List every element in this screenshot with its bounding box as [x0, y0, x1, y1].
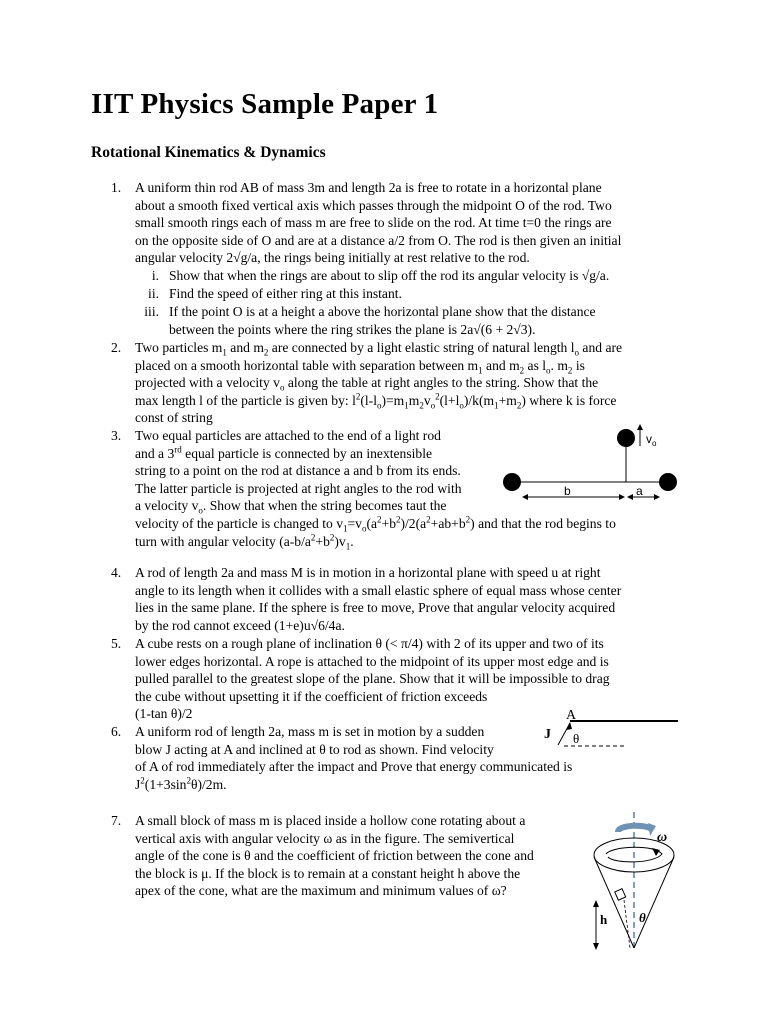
- q4-line: A rod of length 2a and mass M is in motion in a horizontal plane with speed u at right: [135, 565, 601, 580]
- q5-line: pulled parallel to the greatest slope of the plane. Show that it will be impossible to drag: [135, 671, 610, 687]
- q3-line: The latter particle is projected at right angles to the rod with: [135, 480, 462, 496]
- q6-line: of A of rod immediately after the impact and Prove that energy communicated is: [135, 759, 573, 775]
- cone-left-edge: [594, 857, 634, 948]
- rotating-cone-diagram: [584, 810, 684, 956]
- theta-label: θ: [639, 910, 646, 925]
- part-text: [169, 303, 596, 338]
- part-number: ii.: [148, 286, 159, 301]
- q3-line: turn with angular velocity $(a-b/a^2+b^2)v_1$.: [135, 532, 354, 552]
- end-particle-right: [659, 473, 677, 491]
- q4-line: lies in the same plane. If the sphere is free to move, Prove that angular velocity acquired: [135, 600, 616, 616]
- arrow-head-icon: [619, 494, 625, 500]
- height-label: h: [600, 912, 608, 927]
- rod-impulse-diagram: [540, 704, 680, 752]
- q4-line: by the rod cannot exceed (1+e)u√6/4a.: [135, 617, 345, 633]
- part-number: iii.: [144, 304, 159, 319]
- rod-particles-diagram: [500, 422, 690, 507]
- velocity-label: $v_o$: [646, 432, 657, 448]
- question-number: 1.: [111, 180, 122, 195]
- q6-line: A uniform rod of length 2a, mass m is set in motion by a sudden: [135, 724, 485, 739]
- question-number: 5.: [111, 636, 122, 651]
- q3-line: string to a point on the rod at distance a and b from its ends.: [135, 463, 461, 479]
- rotation-arrow-icon: [618, 826, 652, 832]
- q7-line: apex of the cone, what are the maximum and minimum values of ω?: [135, 883, 507, 899]
- arrow-head-icon: [652, 848, 660, 856]
- impulse-j-label: J: [544, 727, 551, 742]
- projected-particle: [617, 429, 635, 447]
- q6-line: blow J acting at A and inclined at θ to rod as shown. Find velocity: [135, 741, 494, 757]
- question-number: 2.: [111, 340, 122, 355]
- q5-line: the cube without upsetting it if the coefficient of friction exceeds: [135, 688, 488, 704]
- q7-line: the block is μ. If the block is to remain at a constant height h above the: [135, 865, 521, 881]
- arrow-head-icon: [566, 722, 572, 730]
- b-label: b: [564, 484, 571, 498]
- omega-label: ω: [657, 830, 668, 845]
- end-particle-left: [503, 473, 521, 491]
- q1-line: on the opposite side of O and are at a distance a/2 from O. The rod is then given an initial: [135, 232, 622, 248]
- arrow-head-icon: [593, 943, 599, 950]
- part-text: Find the speed of either ring at this instant.: [169, 286, 402, 301]
- q7-line: angle of the cone is θ and the coefficient of friction between the cone and: [135, 848, 534, 864]
- q1-line: A uniform thin rod AB of mass 3m and length 2a is free to rotate in a horizontal plane: [135, 180, 602, 195]
- arrow-head-icon: [522, 494, 528, 500]
- page-title: IIT Physics Sample Paper 1: [91, 88, 439, 120]
- q2-line: placed on a smooth horizontal table with separation between $m_1$ and $m_2$ as $l_o$. $m_2$ is: [135, 357, 585, 376]
- part-line: between the points where the ring strikes the plane is 2a√(6 + 2√3).: [169, 321, 536, 337]
- part-number: i.: [151, 268, 159, 283]
- q5-line: (1-tan θ)/2: [135, 706, 193, 722]
- q2-line: const of string: [135, 410, 213, 426]
- q2-line: Two particles $m_1$ and $m_2$ are connected by a light elastic string of natural length $l_o$ and are: [135, 340, 623, 358]
- q4-line: angle to its length when it collides with a small elastic sphere of equal mass whose center: [135, 582, 622, 598]
- part-line: If the point O is at a height a above the horizontal plane show that the distance: [169, 304, 596, 319]
- q3-line: Two equal particles are attached to the end of a light rod: [135, 428, 441, 443]
- q5-line: A cube rests on a rough plane of inclination θ (< π/4) with 2 of its upper and two of its: [135, 636, 604, 651]
- q2-line: max length l of the particle is given by: $l^2(l-l_o)=m_1m_2v_o^2(l+l_o)/k(m_1+m_2)$ where k is force: [135, 391, 617, 411]
- q1-line: angular velocity 2√g/a, the rings being initially at rest relative to the rod.: [135, 250, 530, 266]
- section-heading: Rotational Kinematics & Dynamics: [91, 144, 326, 161]
- part-text: Show that when the rings are about to slip off the rod its angular velocity is √g/a.: [169, 268, 610, 283]
- question-number: 4.: [111, 565, 122, 580]
- arrow-head-icon: [654, 494, 660, 500]
- block: [615, 889, 626, 900]
- arrow-head-icon: [593, 900, 599, 907]
- q7-line: A small block of mass m is placed inside a hollow cone rotating about a: [135, 813, 526, 828]
- question-number: 6.: [111, 724, 122, 739]
- q1-line: about a smooth fixed vertical axis which passes through the midpoint O of the rod. Two: [135, 197, 612, 213]
- q2-line: projected with a velocity $v_o$ along the table at right angles to the string. Show that the: [135, 375, 599, 393]
- theta-label: θ: [573, 731, 580, 746]
- arrow-head-icon: [637, 424, 643, 430]
- question-number: 3.: [111, 428, 122, 443]
- block-height-dashed: [624, 900, 630, 948]
- arrow-head-icon: [627, 494, 633, 500]
- q1-line: small smooth rings each of mass m are free to slide on the rod. At time t=0 the rings are: [135, 215, 612, 231]
- q3-line: velocity of the particle is changed to $v_1=v_o(a^2+b^2)/2(a^2+ab+b^2)$ and that the rod begins to: [135, 514, 616, 534]
- cone-right-edge: [634, 857, 674, 948]
- point-a-label: A: [566, 708, 577, 723]
- arrow-head-icon: [648, 823, 656, 836]
- q3-line: a velocity $v_o$. Show that when the string becomes taut the: [135, 498, 447, 517]
- q5-line: lower edges horizontal. A rope is attached to the midpoint of its upper most edge and is: [135, 653, 609, 669]
- q7-line: vertical axis with angular velocity ω as in the figure. The semivertical: [135, 830, 515, 846]
- question-number: 7.: [111, 813, 122, 828]
- a-label: a: [636, 484, 643, 498]
- q6-line: $J^2(1+3\sin^2\theta)/2m$.: [135, 775, 227, 792]
- q3-line: and a 3rd equal particle is connected by an inextensible: [135, 444, 433, 461]
